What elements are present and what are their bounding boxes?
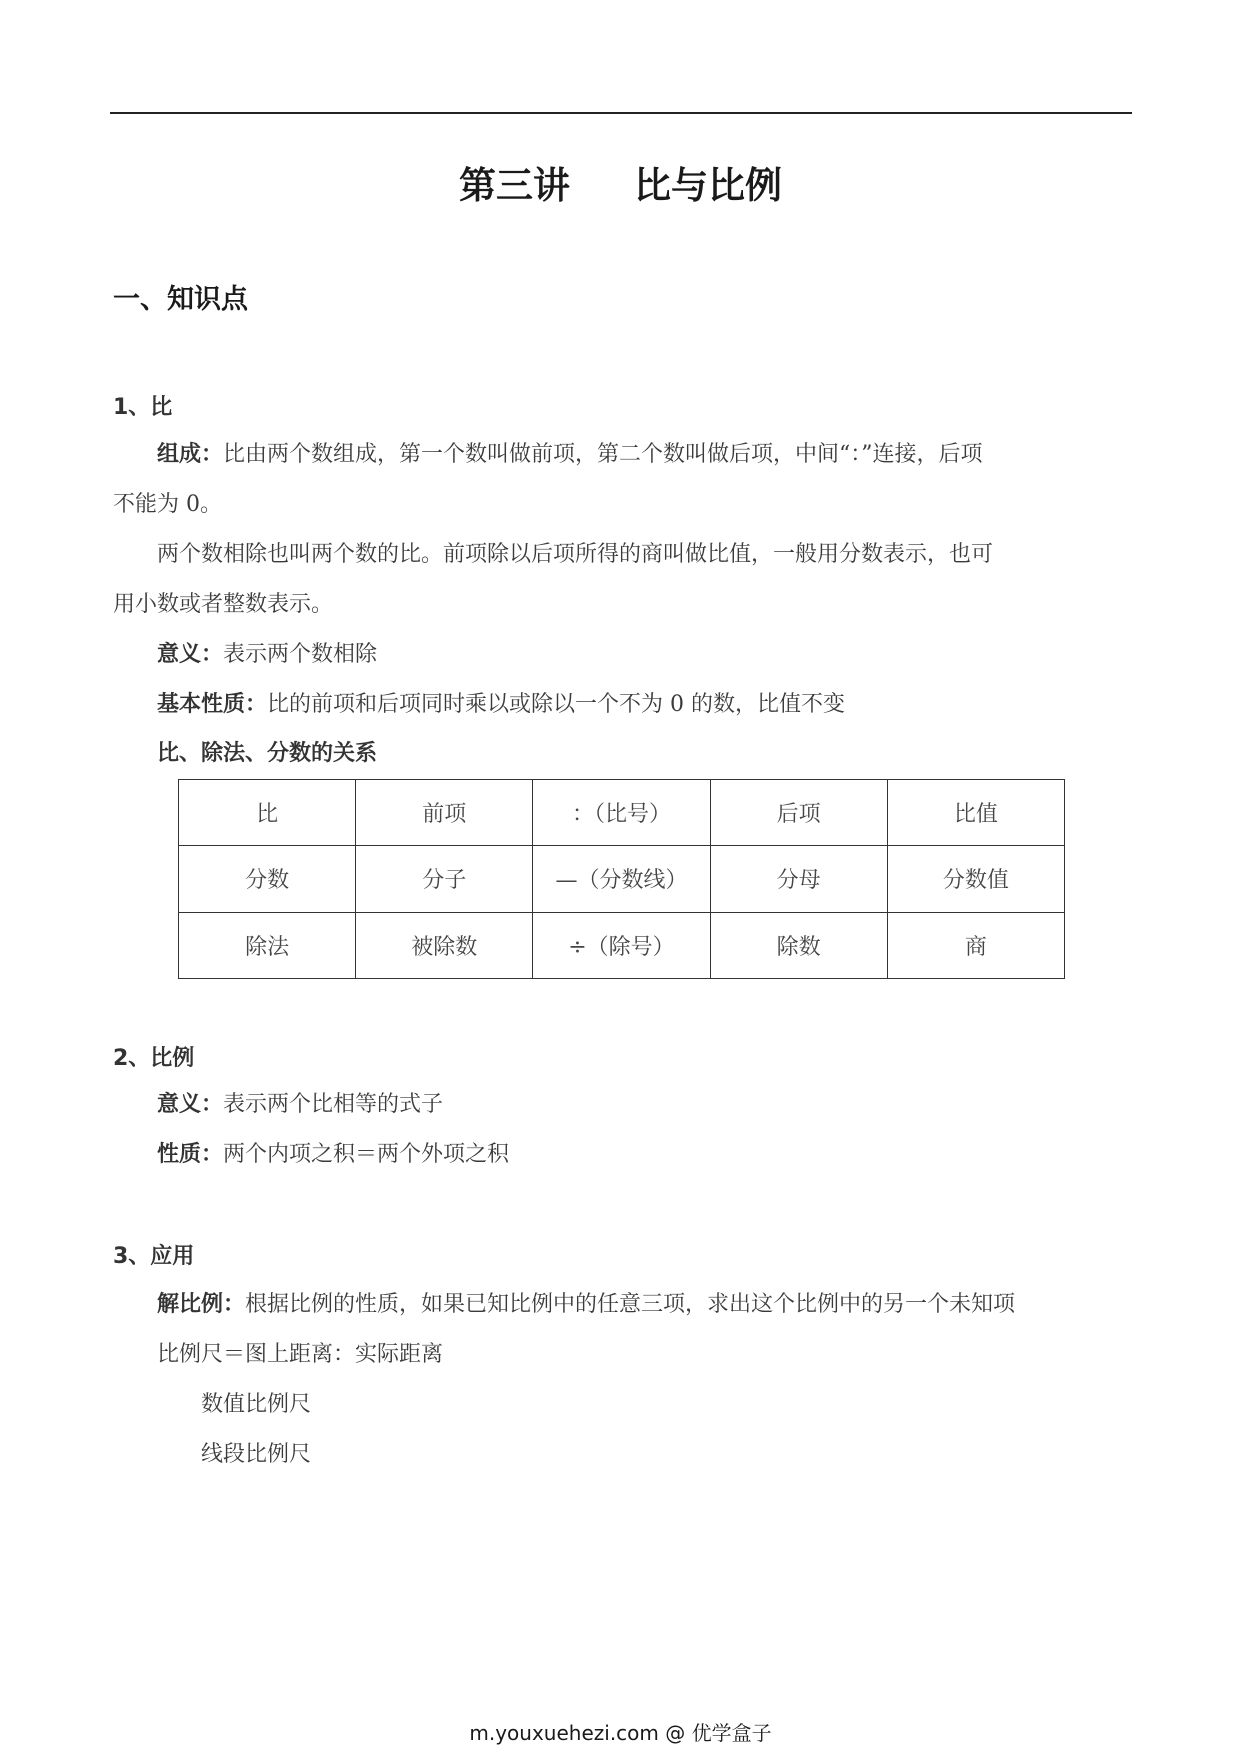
ratio-property-text: 比的前项和后项同时乘以或除以一个不为 0 的数，比值不变 bbox=[267, 692, 846, 717]
page-title bbox=[0, 155, 1241, 209]
proportion-property-text: 两个内项之积＝两个外项之积 bbox=[223, 1142, 510, 1167]
scale-type-line-segment: 线段比例尺 bbox=[201, 1442, 312, 1467]
subsection-heading-ratio: 1、比 bbox=[113, 395, 173, 420]
table-cell: 比值 bbox=[887, 780, 1064, 846]
ratio-property-label: 基本性质： bbox=[157, 692, 268, 717]
table-row bbox=[179, 912, 1065, 978]
solve-proportion bbox=[157, 1290, 1015, 1320]
footer-watermark: m.youxuehezi.com @ 优学盒子 bbox=[469, 1721, 772, 1745]
proportion-meaning bbox=[157, 1090, 443, 1120]
header-rule bbox=[110, 112, 1132, 114]
title-topic: 比与比例 bbox=[634, 164, 782, 207]
proportion-meaning-text: 表示两个比相等的式子 bbox=[223, 1092, 444, 1117]
subsection-heading-application: 3、应用 bbox=[113, 1244, 195, 1269]
table-cell: ÷（除号） bbox=[533, 912, 710, 978]
ratio-basic-property bbox=[157, 690, 845, 720]
table-cell: 分子 bbox=[356, 846, 533, 912]
table-cell: 后项 bbox=[710, 780, 887, 846]
table-cell: 分母 bbox=[710, 846, 887, 912]
proportion-property-label: 性质： bbox=[157, 1142, 224, 1167]
section-heading-knowledge: 一、知识点 bbox=[113, 284, 248, 315]
table-cell: 分数 bbox=[179, 846, 356, 912]
solve-proportion-label: 解比例： bbox=[157, 1292, 246, 1317]
relation-heading: 比、除法、分数的关系 bbox=[157, 741, 378, 766]
proportion-property bbox=[157, 1140, 509, 1170]
composition-text: 比由两个数组成，第一个数叫做前项，第二个数叫做后项，中间“：”连接，后项 bbox=[223, 442, 983, 467]
table-row bbox=[179, 846, 1065, 912]
scale-formula: 比例尺＝图上距离：实际距离 bbox=[157, 1342, 444, 1367]
table-cell: 商 bbox=[887, 912, 1064, 978]
composition-label: 组成： bbox=[157, 442, 224, 467]
ratio-paragraph-line1: 两个数相除也叫两个数的比。前项除以后项所得的商叫做比值，一般用分数表示，也可 bbox=[157, 542, 994, 567]
title-lecture-number: 第三讲 bbox=[459, 164, 570, 207]
subsection-heading-proportion: 2、比例 bbox=[113, 1046, 195, 1071]
table-cell: —（分数线） bbox=[533, 846, 710, 912]
ratio-meaning-text: 表示两个数相除 bbox=[223, 642, 378, 667]
ratio-meaning-label: 意义： bbox=[157, 642, 224, 667]
table-cell: ：（比号） bbox=[533, 780, 710, 846]
table-cell: 被除数 bbox=[356, 912, 533, 978]
ratio-meaning bbox=[157, 640, 377, 670]
ratio-division-fraction-table bbox=[178, 779, 1065, 979]
table-cell: 除数 bbox=[710, 912, 887, 978]
ratio-composition-line1 bbox=[157, 440, 983, 470]
scale-type-numeric: 数值比例尺 bbox=[201, 1392, 312, 1417]
ratio-paragraph-line2: 用小数或者整数表示。 bbox=[113, 592, 334, 617]
proportion-meaning-label: 意义： bbox=[157, 1092, 224, 1117]
table-cell: 除法 bbox=[179, 912, 356, 978]
solve-proportion-text: 根据比例的性质，如果已知比例中的任意三项，求出这个比例中的另一个未知项 bbox=[245, 1292, 1016, 1317]
table-cell: 比 bbox=[179, 780, 356, 846]
table-cell: 前项 bbox=[356, 780, 533, 846]
table-cell: 分数值 bbox=[887, 846, 1064, 912]
table-row bbox=[179, 780, 1065, 846]
ratio-composition-line2: 不能为 0。 bbox=[113, 492, 222, 517]
